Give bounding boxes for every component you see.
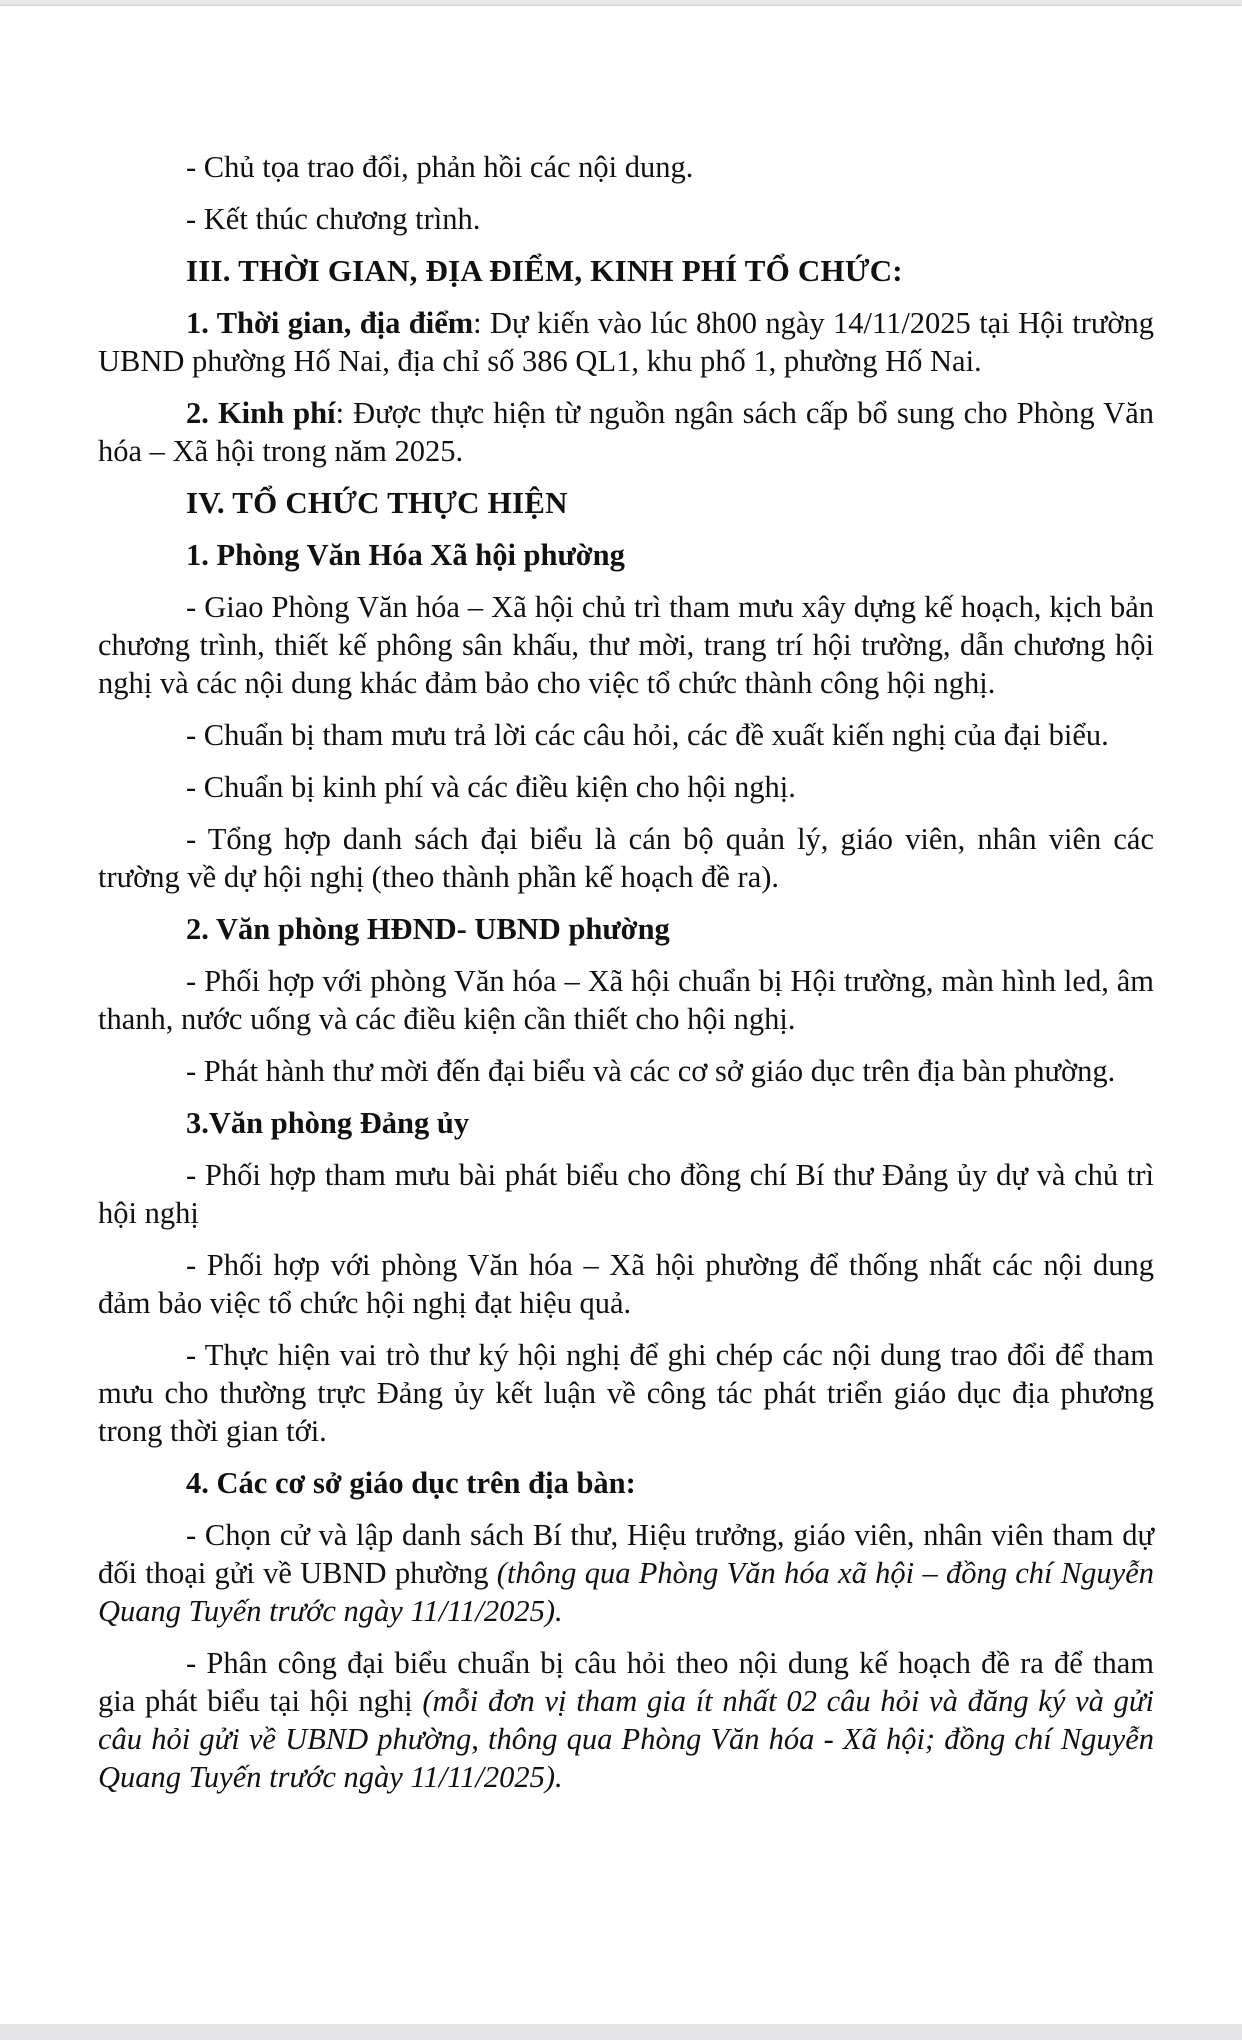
paragraph-text: - Phân công đại biểu chuẩn bị câu hỏi theo nội dung kế hoạch đề ra để tham gia phát biểu tại hội nghị — [98, 1646, 1154, 1718]
paragraph: - Chủ tọa trao đổi, phản hồi các nội dung. — [186, 150, 694, 184]
paragraph-italic-note: (mỗi đơn vị tham gia ít nhất 02 câu hỏi và đăng ký và gửi câu hỏi gửi về UBND phường, thông qua Phòng Văn hóa - Xã hội; đồng chí Nguyễn Quang Tuyến trước ngày 11/11/2025). — [98, 1684, 1154, 1794]
paragraph: - Tổng hợp danh sách đại biểu là cán bộ quản lý, giáo viên, nhân viên các trường về dự hội nghị (theo thành phần kế hoạch đề ra). — [98, 822, 1154, 894]
paragraph-bold-lead: 2. Kinh phí — [186, 396, 336, 430]
paragraph — [98, 1516, 1154, 1630]
subsection-heading: 3.Văn phòng Đảng ủy — [186, 1106, 470, 1140]
paragraph-italic-note: (thông qua Phòng Văn hóa xã hội – đồng chí Nguyễn Quang Tuyến trước ngày 11/11/2025). — [98, 1556, 1154, 1628]
subsection-heading: 1. Phòng Văn Hóa Xã hội phường — [186, 538, 625, 572]
paragraph: - Chuẩn bị tham mưu trả lời các câu hỏi, các đề xuất kiến nghị của đại biểu. — [186, 718, 1109, 752]
document-page — [0, 6, 1242, 2024]
paragraph: - Phối hợp với phòng Văn hóa – Xã hội chuẩn bị Hội trường, màn hình led, âm thanh, nước uống và các điều kiện cần thiết cho hội nghị. — [98, 964, 1154, 1036]
section-heading: IV. TỔ CHỨC THỰC HIỆN — [186, 485, 568, 520]
viewer-bottom-edge — [0, 2024, 1242, 2040]
paragraph: - Giao Phòng Văn hóa – Xã hội chủ trì tham mưu xây dựng kế hoạch, kịch bản chương trình, thiết kế phông sân khấu, thư mời, trang trí hội trường, dẫn chương hội nghị và các nội dung khác đảm bảo cho việc tổ chức thành công hội nghị. — [98, 590, 1154, 700]
paragraph: - Phối hợp với phòng Văn hóa – Xã hội phường để thống nhất các nội dung đảm bảo việc tổ chức hội nghị đạt hiệu quả. — [98, 1248, 1154, 1320]
paragraph: - Kết thúc chương trình. — [186, 202, 481, 236]
paragraph-text: - Chọn cử và lập danh sách Bí thư, Hiệu trưởng, giáo viên, nhân viên tham dự đối thoại gửi về UBND phường — [98, 1518, 1154, 1590]
subsection-heading: 4. Các cơ sở giáo dục trên địa bàn: — [186, 1466, 636, 1500]
paragraph-text: : Dự kiến vào lúc 8h00 ngày 14/11/2025 tại Hội trường UBND phường Hố Nai, địa chỉ số 386 QL1, khu phố 1, phường Hố Nai. — [98, 306, 1154, 378]
paragraph: - Thực hiện vai trò thư ký hội nghị để ghi chép các nội dung trao đổi để tham mưu cho thường trực Đảng ủy kết luận về công tác phát triển giáo dục địa phương trong thời gian tới. — [98, 1338, 1154, 1448]
paragraph: - Phối hợp tham mưu bài phát biểu cho đồng chí Bí thư Đảng ủy dự và chủ trì hội nghị — [98, 1158, 1154, 1230]
paragraph-bold-lead: 1. Thời gian, địa điểm — [186, 306, 474, 340]
paragraph: - Phát hành thư mời đến đại biểu và các cơ sở giáo dục trên địa bàn phường. — [186, 1054, 1116, 1088]
section-heading: III. THỜI GIAN, ĐỊA ĐIỂM, KINH PHÍ TỔ CHỨC: — [186, 253, 903, 288]
paragraph — [98, 394, 1154, 470]
document-body — [98, 148, 1154, 1808]
subsection-heading: 2. Văn phòng HĐND- UBND phường — [186, 912, 670, 946]
paragraph — [98, 304, 1154, 380]
paragraph-text: : Được thực hiện từ nguồn ngân sách cấp bổ sung cho Phòng Văn hóa – Xã hội trong năm 2025. — [98, 396, 1154, 468]
paragraph: - Chuẩn bị kinh phí và các điều kiện cho hội nghị. — [186, 770, 796, 804]
paragraph — [98, 1644, 1154, 1796]
